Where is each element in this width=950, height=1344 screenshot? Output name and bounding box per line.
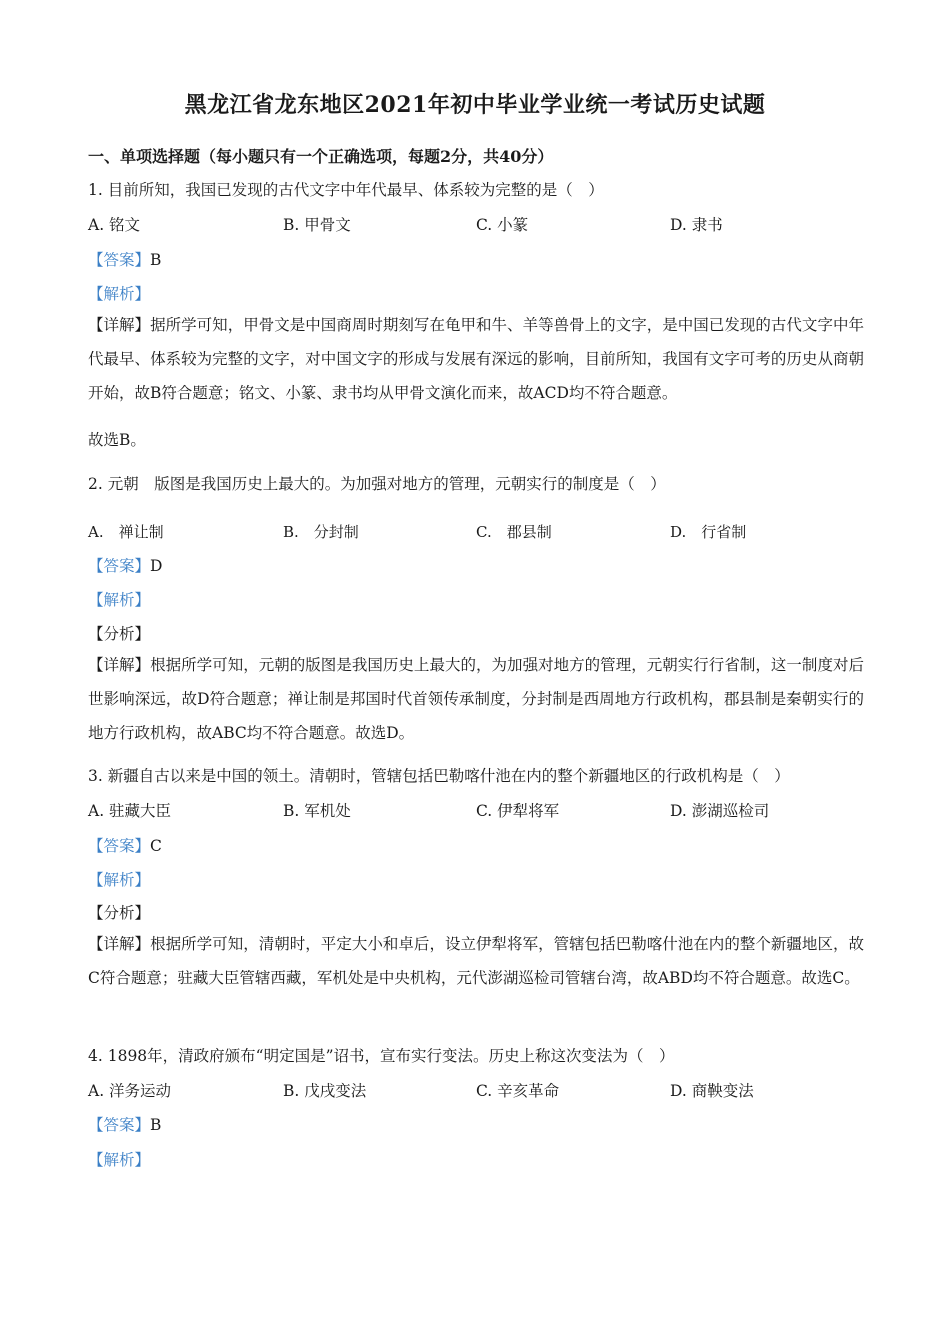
answer-label: 【答案】 xyxy=(88,557,151,575)
q2-fenxi-label: 【分析】 xyxy=(88,625,151,643)
q3-option-a: A. 驻藏大臣 xyxy=(88,802,172,820)
answer-label: 【答案】 xyxy=(88,1116,151,1134)
q4-option-c: C. 辛亥革命 xyxy=(476,1082,560,1100)
q3-analysis-label: 【解析】 xyxy=(88,871,151,889)
page-title: 黑龙江省龙东地区2021年初中毕业学业统一考试历史试题 xyxy=(184,92,766,118)
q4-answer xyxy=(88,1113,161,1135)
q3-answer xyxy=(88,834,162,856)
q1-detail-text: 据所学可知，甲骨文是中国商周时期刻写在龟甲和牛、羊等兽骨上的文字，是中国已发现的古代文字中年代最早、体系较为完整的文字，对中国文字的形成与发展有深远的影响，目前所知，我国有文字可考的历史从商朝开始，故B符合题意；铭文、小篆、隶书均从甲骨文演化而来，故ACD均不符合题意。 xyxy=(88,316,864,402)
q1-option-d: D. 隶书 xyxy=(670,216,723,234)
q2-option-b: B. 分封制 xyxy=(283,523,359,541)
question-3-stem: 3. 新疆自古以来是中国的领土。清朝时，管辖包括巴勒喀什池在内的整个新疆地区的行政机构是（ ） xyxy=(88,767,790,785)
question-2-stem: 2. 元朝 版图是我国历史上最大的。为加强对地方的管理，元朝实行的制度是（ ） xyxy=(88,475,666,493)
q1-option-a: A. 铭文 xyxy=(88,216,141,234)
q2-answer xyxy=(88,554,162,576)
q2-answer-value: D xyxy=(150,557,163,575)
q1-option-c: C. 小篆 xyxy=(476,216,529,234)
q4-option-a: A. 洋务运动 xyxy=(88,1082,172,1100)
q1-option-b: B. 甲骨文 xyxy=(283,216,351,234)
detail-label: 【详解】 xyxy=(88,935,151,953)
q2-option-c: C. 郡县制 xyxy=(476,523,552,541)
q4-option-d: D. 商鞅变法 xyxy=(670,1082,754,1100)
q3-option-b: B. 军机处 xyxy=(283,802,351,820)
q1-answer-value: B xyxy=(150,251,162,269)
q1-detail xyxy=(88,308,864,410)
q1-answer xyxy=(88,248,161,270)
answer-label: 【答案】 xyxy=(88,251,151,269)
q3-option-c: C. 伊犁将军 xyxy=(476,802,560,820)
q3-answer-value: C xyxy=(150,837,162,855)
q3-detail xyxy=(88,927,864,995)
q4-analysis-label: 【解析】 xyxy=(88,1151,151,1169)
q3-fenxi-label: 【分析】 xyxy=(88,904,151,922)
q2-option-a: A. 禅让制 xyxy=(88,523,164,541)
q2-detail xyxy=(88,648,864,750)
q4-option-b: B. 戊戌变法 xyxy=(283,1082,367,1100)
q1-analysis-label: 【解析】 xyxy=(88,285,151,303)
detail-label: 【详解】 xyxy=(88,656,151,674)
section-heading: 一、单项选择题（每小题只有一个正确选项，每题2分，共40分） xyxy=(88,147,554,166)
q3-detail-text: 根据所学可知，清朝时，平定大小和卓后，设立伊犁将军，管辖包括巴勒喀什池在内的整个新疆地区，故C符合题意；驻藏大臣管辖西藏，军机处是中央机构，元代澎湖巡检司管辖台湾，故ABD均不符合题意。故选C。 xyxy=(88,935,864,987)
detail-label: 【详解】 xyxy=(88,316,151,334)
q2-detail-text: 根据所学可知，元朝的版图是我国历史上最大的，为加强对地方的管理，元朝实行行省制，这一制度对后世影响深远，故D符合题意；禅让制是邦国时代首领传承制度，分封制是西周地方行政机构，郡县制是秦朝实行的地方行政机构，故ABC均不符合题意。故选D。 xyxy=(88,656,864,742)
question-4-stem: 4. 1898年，清政府颁布“明定国是”诏书，宣布实行变法。历史上称这次变法为（ ） xyxy=(88,1047,675,1065)
q2-analysis-label: 【解析】 xyxy=(88,591,151,609)
question-1-stem: 1. 目前所知，我国已发现的古代文字中年代最早、体系较为完整的是（ ） xyxy=(88,181,604,199)
q2-option-d: D. 行省制 xyxy=(670,523,747,541)
q4-answer-value: B xyxy=(150,1116,162,1134)
q3-option-d: D. 澎湖巡检司 xyxy=(670,802,770,820)
answer-label: 【答案】 xyxy=(88,837,151,855)
q1-conclusion: 故选B。 xyxy=(88,431,146,449)
